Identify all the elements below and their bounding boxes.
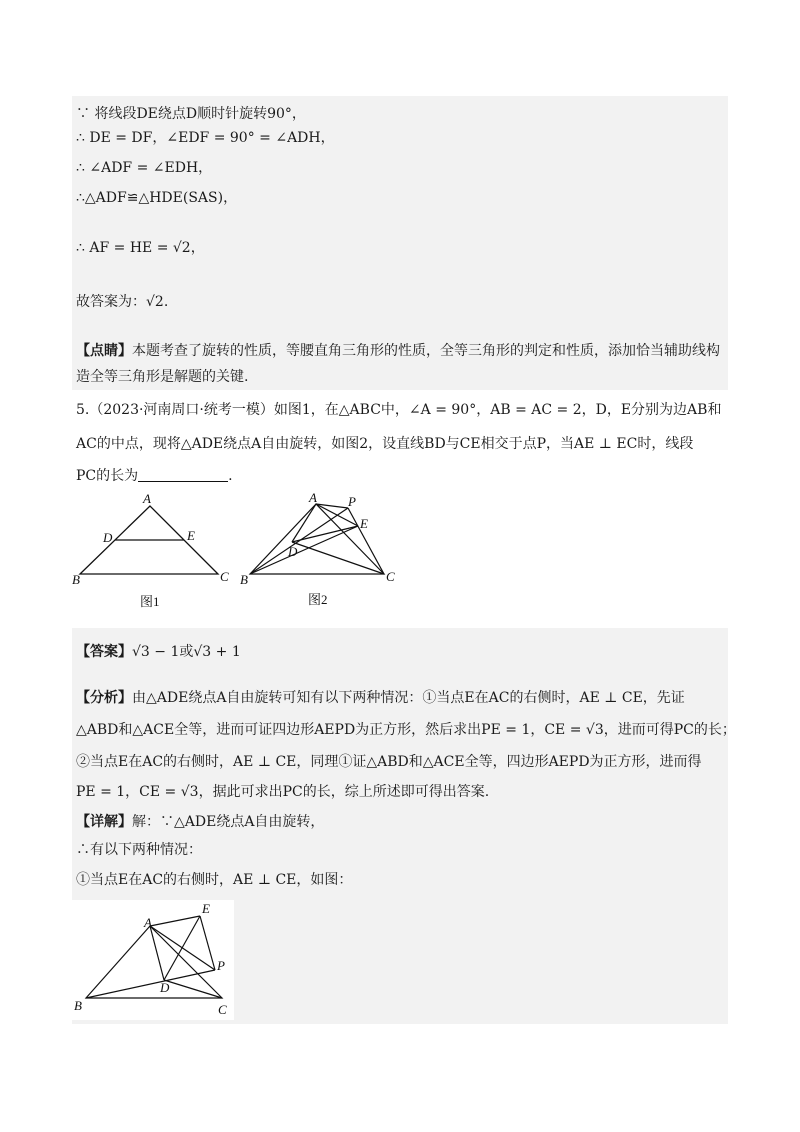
- fig3-label-b: B: [74, 998, 82, 1013]
- figure-3: [72, 900, 234, 1020]
- fig2-label-p: P: [348, 494, 356, 509]
- comment-line-1: [76, 341, 720, 361]
- comment-line-2: 造全等三角形是解题的关键.: [76, 369, 249, 385]
- detail-text-1: 解：∵△ADE绕点A自由旋转，: [132, 814, 325, 830]
- detail-line-3: ①当点E在AC的右侧时，AE ⊥ CE，如图：: [76, 872, 353, 888]
- fig2-label-c: C: [386, 569, 395, 584]
- answer-line: [76, 642, 241, 662]
- problem-line-3-prefix: PC的长为: [76, 468, 139, 484]
- analysis-label: 【分析】: [76, 690, 132, 706]
- fig1-label-e: E: [187, 528, 195, 543]
- fig3-label-p: P: [217, 958, 225, 973]
- problem-line-2: AC的中点，现将△ADE绕点A自由旋转，如图2，设直线BD与CE相交于点P，当AE ⊥ EC时，线段: [76, 436, 694, 452]
- comment-text-1: 本题考查了旋转的性质，等腰直角三角形的性质，全等三角形的判定和性质，添加恰当辅助线构: [132, 343, 720, 359]
- analysis-text-1: 由△ADE绕点A自由旋转可知有以下两种情况：①当点E在AC的右侧时，AE ⊥ CE，先证: [132, 690, 685, 706]
- solution-line-3: ∴ ∠ADF = ∠EDH，: [76, 160, 213, 176]
- problem-line-1: 5.（2023·河南周口·统考一模）如图1，在△ABC中，∠A = 90°，AB = AC = 2，D，E分别为边AB和: [76, 402, 722, 418]
- figure-1: [70, 492, 240, 612]
- fig2-label-b: B: [240, 572, 248, 587]
- problem-line-3-suffix: .: [228, 468, 233, 484]
- comment-label: 【点睛】: [76, 343, 132, 359]
- fig2-caption: 图2: [308, 592, 328, 607]
- fig2-label-e: E: [360, 516, 368, 531]
- figure-2: [236, 490, 406, 614]
- detail-label: 【详解】: [76, 814, 132, 830]
- fig2-label-a: A: [309, 490, 317, 505]
- fig1-label-b: B: [72, 572, 80, 587]
- fig2-label-d: D: [288, 544, 298, 559]
- solution-line-1: ∵ 将线段DE绕点D顺时针旋转90°，: [76, 106, 306, 122]
- analysis-line-4: PE = 1，CE = √3，据此可求出PC的长，综上所述即可得出答案.: [76, 784, 490, 800]
- solution-line-4: ∴△ADF≌△HDE(SAS)，: [76, 190, 238, 206]
- answer-blank: [138, 467, 228, 482]
- fig3-label-c: C: [218, 1002, 227, 1017]
- fig3-label-e: E: [202, 901, 210, 916]
- solution-line-6: 故答案为：√2.: [76, 294, 169, 310]
- fig3-label-d: D: [160, 980, 170, 995]
- fig1-label-c: C: [220, 569, 229, 584]
- detail-line-2: ∴有以下两种情况：: [76, 842, 202, 858]
- analysis-line-2: △ABD和△ACE全等，进而可证四边形AEPD为正方形，然后求出PE = 1，CE = √3，进而可得PC的长；: [76, 722, 736, 738]
- fig1-caption: 图1: [140, 594, 160, 609]
- answer-value: √3 − 1或√3 + 1: [132, 644, 241, 660]
- solution-line-5: ∴ AF = HE = √2，: [76, 240, 205, 256]
- solution-line-2: ∴ DE = DF，∠EDF = 90° = ∠ADH，: [76, 130, 335, 146]
- fig3-label-a: A: [144, 915, 152, 930]
- analysis-line-3: ②当点E在AC的右侧时，AE ⊥ CE，同理①证△ABD和△ACE全等，四边形AEPD为正方形，进而得: [76, 754, 702, 770]
- answer-label: 【答案】: [76, 644, 132, 660]
- problem-line-3: [76, 466, 233, 486]
- analysis-line-1: [76, 688, 685, 708]
- fig1-label-a: A: [143, 492, 151, 506]
- fig1-label-d: D: [103, 530, 113, 545]
- detail-line-1: [76, 812, 324, 832]
